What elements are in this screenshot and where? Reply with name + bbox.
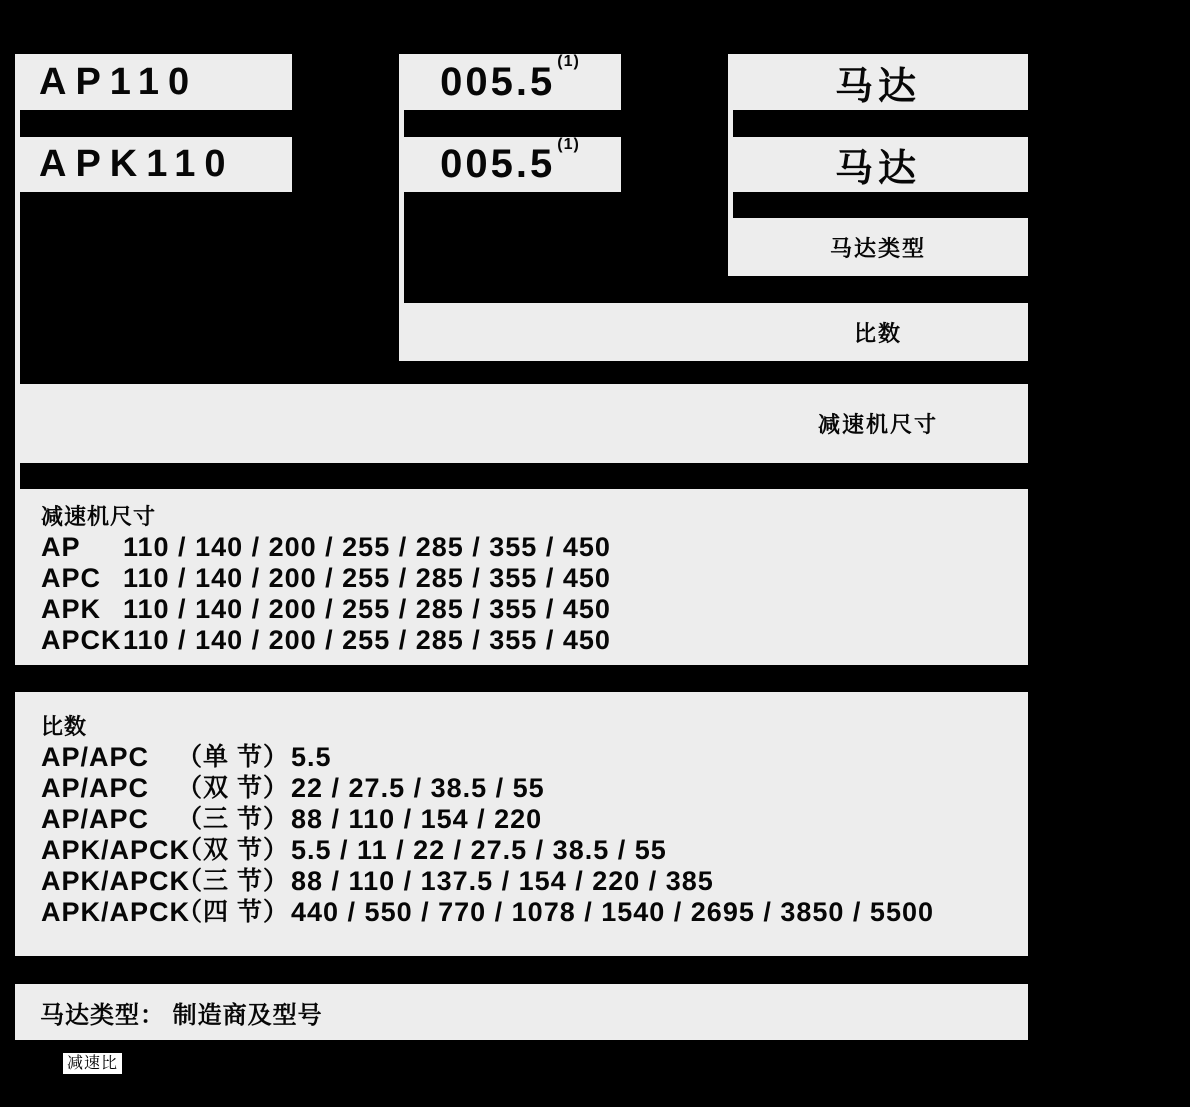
ratio-values: 22 / 27.5 / 38.5 / 55 xyxy=(291,773,545,803)
series-label: APC xyxy=(41,563,102,593)
table-row xyxy=(41,563,1028,594)
ratio-values: 88 / 110 / 154 / 220 xyxy=(291,804,543,834)
reduction-ratio-tag: 减速比 xyxy=(63,1053,122,1074)
series-label: AP/APC xyxy=(41,742,150,772)
callout-ratio-label: 比数 xyxy=(853,320,902,346)
ratio-values: 5.5 xyxy=(291,742,332,772)
motor-type-note-text: 马达类型： 制造商及型号 xyxy=(40,1001,323,1029)
series-label: APCK xyxy=(41,625,122,655)
series-label: APK/APCK xyxy=(41,835,191,865)
callout-motor-type xyxy=(728,218,1028,276)
ratio-values: 5.5 / 11 / 22 / 27.5 / 38.5 / 55 xyxy=(291,835,667,865)
model-code-box-2 xyxy=(15,137,292,192)
ratio-code-text: 005.5 $^{(1)}$ xyxy=(440,53,580,104)
series-values: 110 / 140 / 200 / 255 / 285 / 355 / 450 xyxy=(123,532,611,562)
table-row xyxy=(41,897,1028,928)
callout-ratio xyxy=(399,303,1028,361)
motor-code-box-1 xyxy=(728,54,1028,110)
stage-label: （双 节） xyxy=(177,836,289,864)
series-values: 110 / 140 / 200 / 255 / 285 / 355 / 450 xyxy=(123,563,611,593)
ratio-table xyxy=(15,692,1028,956)
model-code-text: AP110 xyxy=(39,60,199,103)
series-label: APK/APCK xyxy=(41,866,191,896)
callout-size-label: 减速机尺寸 xyxy=(817,412,938,437)
series-label: APK xyxy=(41,594,102,624)
stage-label: （三 节） xyxy=(177,805,289,833)
series-values: 110 / 140 / 200 / 255 / 285 / 355 / 450 xyxy=(123,594,611,624)
motor-code-text: 马达 xyxy=(834,148,921,190)
motor-code-text: 马达 xyxy=(834,65,921,108)
table-row xyxy=(41,532,1028,563)
motor-type-note xyxy=(15,984,1028,1040)
size-table xyxy=(15,489,1028,665)
ratio-code-box-2 xyxy=(399,137,621,192)
table-row xyxy=(41,594,1028,625)
stage-label: （双 节） xyxy=(177,774,289,802)
stage-label: （三 节） xyxy=(177,867,289,895)
model-code-text: APK110 xyxy=(39,143,235,185)
series-label: AP xyxy=(41,532,81,562)
callout-motor-type-label: 马达类型 xyxy=(829,235,926,261)
series-values: 110 / 140 / 200 / 255 / 285 / 355 / 450 xyxy=(123,625,611,655)
table-row xyxy=(41,835,1028,866)
callout-size xyxy=(15,384,1028,463)
table-row xyxy=(41,804,1028,835)
ratio-table-title: 比数 xyxy=(41,714,88,739)
motor-code-box-2 xyxy=(728,137,1028,192)
table-row xyxy=(41,742,1028,773)
table-row xyxy=(41,625,1028,656)
series-label: APK/APCK xyxy=(41,897,191,927)
series-label: AP/APC xyxy=(41,773,150,803)
footnote-superscript: (1) xyxy=(557,135,580,153)
stage-label: （单 节） xyxy=(177,743,289,771)
footnote-superscript: (1) xyxy=(557,53,580,71)
ratio-values: 440 / 550 / 770 / 1078 / 1540 / 2695 / 3850 / 5500 xyxy=(291,897,934,927)
series-label: AP/APC xyxy=(41,804,150,834)
ratio-code-text: 005.5 $^{(1)}$ xyxy=(440,135,580,186)
model-code-box-1 xyxy=(15,54,292,110)
table-row xyxy=(41,773,1028,804)
ratio-code-box-1 xyxy=(399,54,621,110)
size-table-title: 减速机尺寸 xyxy=(41,504,157,529)
table-row xyxy=(41,866,1028,897)
stage-label: （四 节） xyxy=(177,898,289,926)
ratio-values: 88 / 110 / 137.5 / 154 / 220 / 385 xyxy=(291,866,714,896)
